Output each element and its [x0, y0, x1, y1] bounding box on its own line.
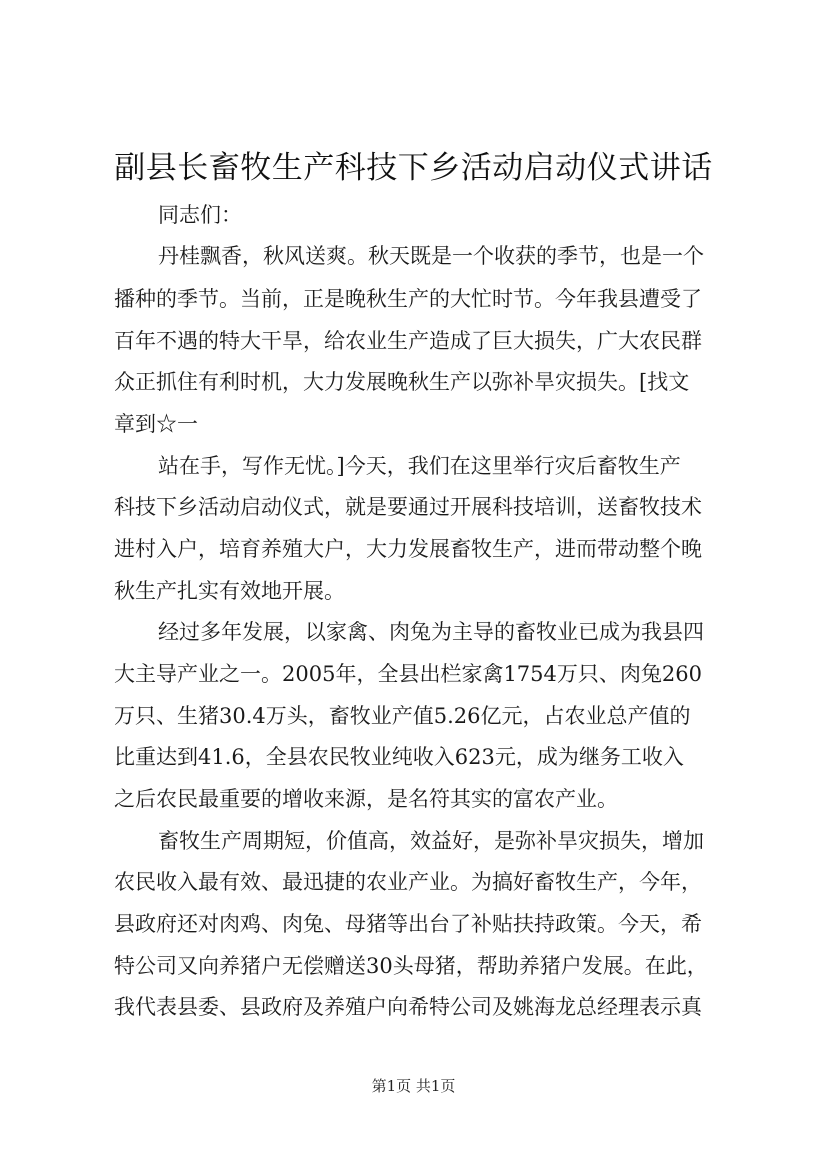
body-line: 大主导产业之一。2005年，全县出栏家禽1754万只、肉兔260 [114, 662, 702, 686]
body-line: 万只、生猪30.4万头，畜牧业产值5.26亿元，占农业总产值的 [114, 704, 691, 728]
body-line: 县政府还对肉鸡、肉兔、母猪等出台了补贴扶持政策。今天，希 [114, 912, 702, 936]
body-line: 之后农民最重要的增收来源，是名符其实的富农产业。 [114, 787, 618, 811]
body-line: 畜牧生产周期短，价值高，效益好，是弥补旱灾损失，增加 [158, 829, 704, 853]
body-line: 我代表县委、县政府及养殖户向希特公司及姚海龙总经理表示真 [114, 995, 702, 1019]
body-line: 百年不遇的特大干旱，给农业生产造成了巨大损失，广大农民群 [114, 329, 702, 353]
body-line: 农民收入最有效、最迅捷的农业产业。为搞好畜牧生产，今年， [114, 870, 702, 894]
body-line: 播种的季节。当前，正是晚秋生产的大忙时节。今年我县遭受了 [114, 287, 702, 311]
body-line: 比重达到41.6，全县农民牧业纯收入623元，成为继务工收入 [114, 745, 684, 769]
body-line: 进村入户，培育养殖大户，大力发展畜牧生产，进而带动整个晚 [114, 537, 702, 561]
body-line: 特公司又向养猪户无偿赠送30头母猪，帮助养猪户发展。在此， [114, 954, 708, 978]
body-line: 丹桂飘香，秋风送爽。秋天既是一个收获的季节，也是一个 [158, 244, 704, 268]
document-title: 副县长畜牧生产科技下乡活动启动仪式讲话 [114, 150, 713, 186]
body-line: 章到☆一 [114, 412, 198, 436]
page-number-footer: 第1页 共1页 [371, 1077, 456, 1095]
body-line: 科技下乡活动启动仪式，就是要通过开展科技培训，送畜牧技术 [114, 495, 702, 519]
body-line: 经过多年发展，以家禽、肉兔为主导的畜牧业已成为我县四 [158, 620, 704, 644]
body-line: 秋生产扎实有效地开展。 [114, 579, 345, 603]
body-line: 同志们： [158, 203, 242, 227]
body-line: 站在手，写作无忧。]今天，我们在这里举行灾后畜牧生产 [158, 454, 681, 478]
body-line: 众正抓住有利时机，大力发展晚秋生产以弥补旱灾损失。[找文 [114, 370, 690, 394]
